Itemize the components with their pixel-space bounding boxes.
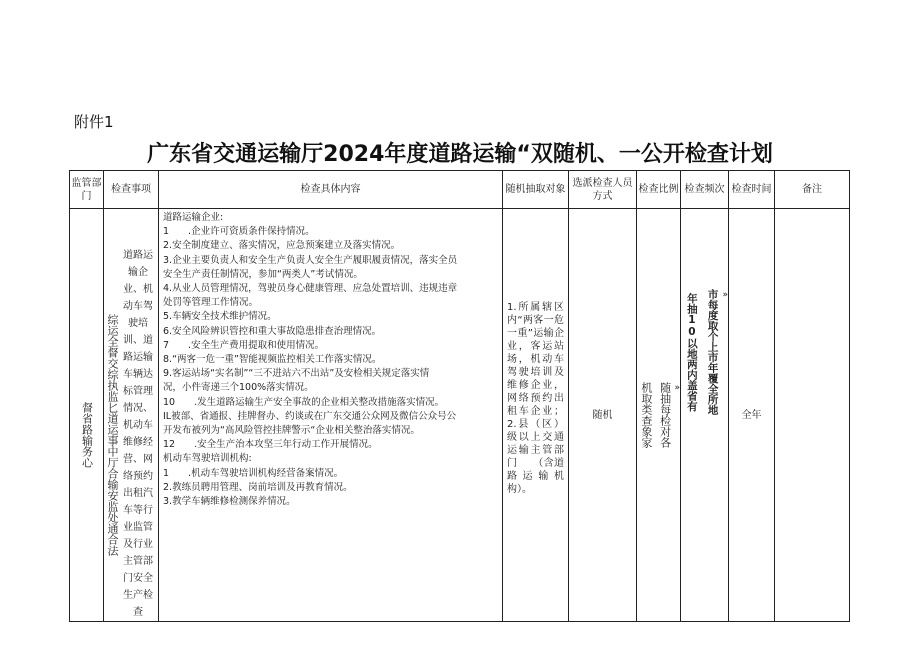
content-line: 1 .企业许可资质条件保持情况。 [163,226,315,238]
note-cell [775,209,850,622]
object-cell: 1.所属辖区内“两客一危一重”运输企业，客运站场，机动车驾驶培训及维修企业，网络预约出租车企业；2.县（区）级以上交通运输主管部门 （含道路运输机构）。 [503,209,569,622]
content-line: IL被部、省通报、挂牌督办、约谈或在广东交通公众网及微信公众号公 [163,410,457,422]
header-dept: 监管部门 [70,171,104,209]
content-line: 7 .安全生产费用提取和使用情况。 [163,339,325,351]
content-line: 机动车驾驶培训机构: [163,453,252,465]
frequency-cell [681,209,729,622]
inspection-plan-table [69,170,850,622]
table-header-row [70,171,850,209]
attachment-label: 附件1 [74,113,114,131]
dept-cell [70,209,104,622]
freq-text-col1: 年抽10以地两内盖省有 [685,292,698,412]
header-object: 随机抽取对象 [503,171,569,209]
content-line: 3.教学车辆维修检测保养情况。 [163,496,296,508]
ratio-cell [637,209,681,622]
content-line: 道路运输企业: [163,212,224,223]
content-line: 10 .发生道路运输生产安全事故的企业相关整改措施落实情况。 [163,396,445,408]
content-line: 2.安全制度建立、落实情况，应急预案建立及落实情况。 [163,240,401,252]
content-line: 安全生产责任制情况，参加“两类人”考试情况。 [163,268,363,280]
content-line: 处罚等管理工作情况。 [163,297,259,309]
content-line: 3.企业主要负责人和安全生产负责人安全生产履职履责情况，落实全员 [163,254,458,266]
ratio-prefix: » [674,383,680,393]
header-content: 检查具体内容 [159,171,503,209]
content-line: 开发布被列为“高风险管控挂牌警示“企业相关整治落实情况。 [163,425,420,437]
header-method: 选派检查人员方式 [569,171,637,209]
content-line: 1 .机动车驾驶培训机构经营备案情况。 [163,467,344,479]
item-text: 道路运输企业、机动车驾驶培训、道路运输车辆达标管理情况、机动车维修经营、网络预约出租汽车等行业监管及行业主管部门安全生产检查 [123,250,153,618]
freq-prefix: » [722,290,728,300]
item-area-cell [104,209,159,622]
content-line: 9.客运站场“实名制”“三不进站六不出站”及安检相关规定落实情 [163,368,430,380]
method-cell: 随机 [569,209,637,622]
header-time: 检查时间 [729,171,775,209]
freq-text-col2: 市每度取个上市年覆全所地 [706,289,719,415]
content-line: 6.安全风险辨识管控和重大事故隐患排查治理情况。 [163,325,382,337]
table-row [70,209,850,622]
page-title: 广东省交通运输厅2024年度道路运输“双随机、一公开检查计划 [147,142,773,167]
content-line: 5.车辆安全技术维护情况。 [163,311,277,323]
ratio-text-col1: 机取类查象家 [639,382,653,448]
header-item: 检查事项 [104,171,159,209]
header-frequency: 检查频次 [681,171,729,209]
content-line: 2.教练员聘用管理、岗前培训及再教育情况。 [163,481,353,493]
dept-text-col1: 督省路输务心 [80,402,94,468]
ratio-text-col2: 随抽每检对各 [658,382,672,448]
content-line: 12 .安全生产治本攻坚三年行动工作开展情况。 [163,439,378,451]
content-line: 4.从业人员管理情况，驾驶员身心健康管理、应急处置培训、违规违章 [163,283,458,295]
content-lines [163,211,498,509]
time-cell: 全年 [729,209,775,622]
content-line: 况，小件寄递三个100%落实情况。 [163,382,314,394]
dept-text-col2: 综运全督交综执监匕道运事中厅合输安监处通合法 [106,314,119,556]
header-note: 备注 [775,171,850,209]
content-cell [159,209,503,622]
header-ratio: 检查比例 [637,171,681,209]
content-line: 8.“两客一危一重”智能视频监控相关工作落实情况。 [163,354,382,366]
